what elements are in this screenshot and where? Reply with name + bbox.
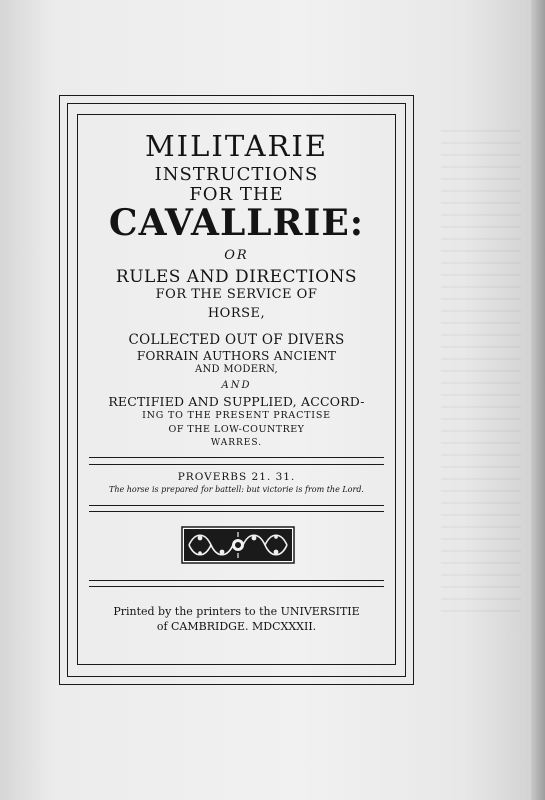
page-edge (531, 0, 545, 800)
rule-above-epigraph (89, 457, 384, 458)
subtitle-horse: HORSE, (207, 306, 266, 321)
bleed-through-text (441, 120, 521, 620)
rectified-line-3: OF THE LOW-COUNTREY (168, 424, 305, 435)
connector-or: OR (224, 248, 249, 263)
imprint-line-1: Printed by the printers to the UNIVERSITIE (113, 605, 360, 618)
epigraph-reference: PROVERBS 21. 31. (177, 471, 296, 483)
collected-line-3: AND MODERN, (194, 364, 279, 375)
rectified-line-2: ING TO THE PRESENT PRACTISE (142, 410, 331, 421)
title-cavallrie: CAVALLRIE: (108, 202, 365, 244)
rectified-line-4: WARRES. (210, 438, 263, 448)
rectified-line-1: RECTIFIED AND SUPPLIED, ACCORD- (108, 394, 365, 409)
rule-above-imprint (89, 580, 384, 581)
rule-below-epigraph (89, 505, 384, 506)
title-instructions: INSTRUCTIONS (154, 164, 319, 185)
ornament-icon (181, 526, 295, 564)
imprint-line-2: of CAMBRIDGE. MDCXXXII. (156, 620, 317, 633)
subtitle-service: FOR THE SERVICE OF (155, 287, 318, 302)
connector-and: AND (221, 380, 252, 391)
subtitle-rules: RULES AND DIRECTIONS (115, 267, 358, 287)
title-for-the: FOR THE (189, 184, 284, 205)
rule-above-imprint-2 (89, 586, 384, 587)
collected-line-2: FORRAIN AUTHORS ANCIENT (136, 349, 337, 363)
rule-above-epigraph-2 (89, 464, 384, 465)
collected-line-1: COLLECTED OUT OF DIVERS (128, 332, 345, 348)
title-militarie: MILITARIE (144, 129, 329, 163)
rule-below-epigraph-2 (89, 511, 384, 512)
epigraph-text: The horse is prepared for battell: but victorie is from the Lord. (109, 485, 364, 494)
